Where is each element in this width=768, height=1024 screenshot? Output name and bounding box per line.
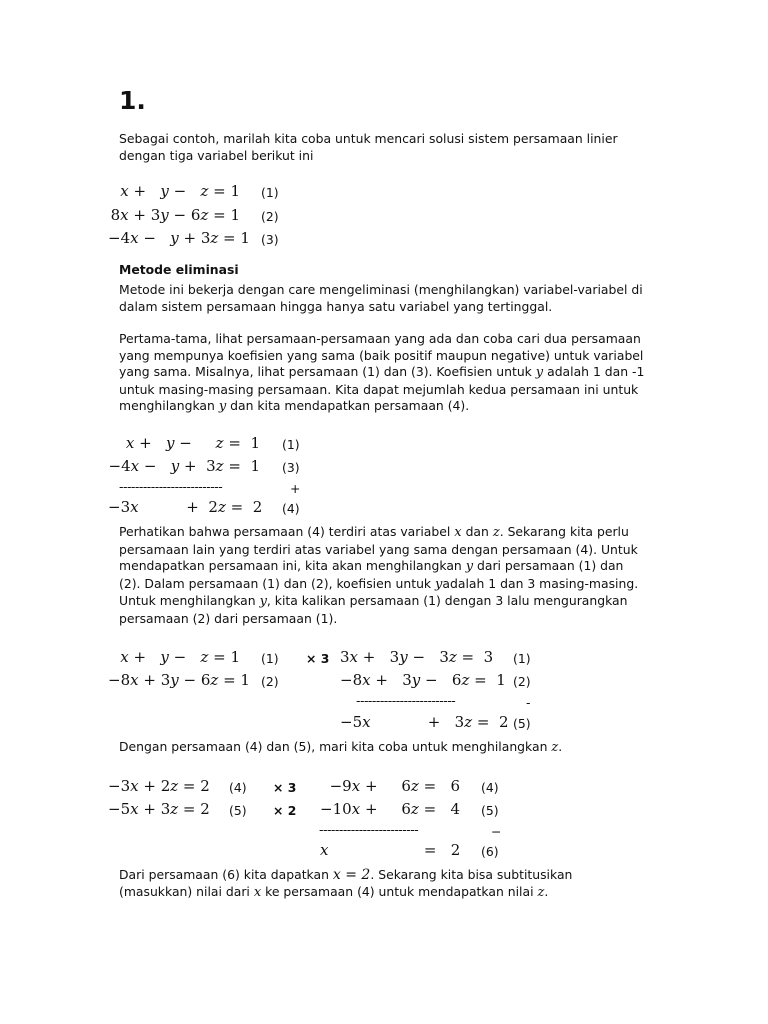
p3-line-4: (2). Dalam persamaan (1) dan (2), koefisien untuk yadalah 1 dan 3 masing-masing. [119, 575, 639, 592]
p1-line-1: Metode ini bekerja dengan care mengeliminasi (menghilangkan) variabel-variabel di [119, 282, 643, 297]
p1-line-2: dalam sistem persamaan hingga hanya satu variabel yang tertinggal. [119, 298, 553, 314]
block3-left-eq-2-label: (5) [229, 803, 247, 818]
block1-eq-2: −4x − y + 3z = 1 [108, 457, 260, 475]
block3-right-eq-1: −9x + 6z = 6 [329, 777, 460, 795]
p3-line-6: persamaan (2) dari persamaan (1). [119, 610, 338, 626]
system-eq-1-label: (1) [261, 185, 279, 200]
block2-right-eq-2-label: (2) [513, 674, 531, 689]
p2-line-5: menghilangkan y dan kita mendapatkan persamaan (4). [119, 398, 470, 414]
p2-line-3: yang sama. Misalnya, lihat persamaan (1) dan (3). Koefisien untuk y adalah 1 dan -1 [119, 364, 645, 380]
block3-operator: − [491, 824, 502, 839]
block1-result: −3x + 2z = 2 [108, 498, 263, 516]
block2-operator: - [526, 695, 531, 710]
p2-line-4: untuk masing-masing persamaan. Kita dapat mejumlah kedua persamaan ini untuk [119, 381, 639, 397]
p2-line-2: yang mempunya koefisien yang sama (baik positif maupun negative) untuk variabel [119, 347, 644, 363]
paragraph-2 [119, 331, 659, 416]
block3-left-eq-1-label: (4) [229, 780, 247, 795]
block3-right-eq-1-label: (4) [481, 780, 499, 795]
block2-multiplier: × 3 [306, 651, 330, 666]
block3-left-eq-1: −3x + 2z = 2 [108, 777, 210, 795]
block2-left-eq-2: −8x + 3y − 6z = 1 [108, 671, 250, 689]
block2-result: −5x + 3z = 2 [340, 713, 509, 731]
intro-paragraph [119, 131, 659, 164]
p3-line-3: mendapatkan persamaan ini, kita akan menghilangkan y dari persamaan (1) dan [119, 558, 624, 574]
block2-left-eq-1-label: (1) [261, 651, 279, 666]
block3-right-eq-2: −10x + 6z = 4 [320, 800, 460, 818]
block2-left-eq-1: x + y − z = 1 [120, 648, 240, 666]
p3-line-5: Untuk menghilangkan y, kita kalikan persamaan (1) dengan 3 lalu mengurangkan [119, 593, 628, 609]
system-eq-2: 8x + 3y − 6z = 1 [110, 206, 240, 224]
p3-line-1: Perhatikan bahwa persamaan (4) terdiri atas variabel x dan z. Sekarang kita perlu [119, 524, 629, 540]
system-eq-3-label: (3) [261, 232, 279, 247]
p5-line-1: Dari persamaan (6) kita dapatkan x = 2. Sekarang kita bisa subtitusikan [119, 867, 573, 883]
block1-eq-1-label: (1) [282, 437, 300, 452]
block2-left-eq-2-label: (2) [261, 674, 279, 689]
p2-line-1: Pertama-tama, lihat persamaan-persamaan yang ada dan coba cari dua persamaan [119, 331, 641, 346]
block2-right-eq-1-label: (1) [513, 651, 531, 666]
p3-line-2: persamaan lain yang terdiri atas variabel yang sama dengan persamaan (4). Untuk [119, 541, 638, 557]
block1-eq-1: x + y − z = 1 [125, 434, 260, 452]
block3-result-label: (6) [481, 844, 499, 859]
page-heading: 1. [119, 86, 146, 115]
block1-operator: + [290, 481, 301, 496]
block1-divider: -------------------------- [119, 479, 223, 494]
paragraph-5 [119, 867, 659, 901]
section-title: Metode eliminasi [119, 262, 239, 277]
p4-line-1: Dengan persamaan (4) dan (5), mari kita coba untuk menghilangkan z. [119, 739, 563, 755]
block1-result-label: (4) [282, 501, 300, 516]
intro-line-1: Sebagai contoh, marilah kita coba untuk mencari solusi sistem persamaan linier [119, 131, 618, 146]
system-eq-2-label: (2) [261, 209, 279, 224]
p5-line-2: (masukkan) nilai dari x ke persamaan (4) untuk mendapatkan nilai z. [119, 883, 549, 900]
paragraph-4 [119, 739, 659, 757]
block1-eq-2-label: (3) [282, 460, 300, 475]
block3-multiplier-2: × 2 [273, 803, 297, 818]
block3-right-eq-2-label: (5) [481, 803, 499, 818]
system-eq-1: x + y − z = 1 [120, 182, 240, 200]
block3-left-eq-2: −5x + 3z = 2 [108, 800, 210, 818]
block2-right-eq-2: −8x + 3y − 6z = 1 [340, 671, 506, 689]
block3-multiplier-1: × 3 [273, 780, 297, 795]
block3-divider: ------------------------- [319, 822, 419, 837]
paragraph-3 [119, 524, 659, 627]
system-eq-3: −4x − y + 3z = 1 [108, 229, 250, 247]
block2-divider: ------------------------- [356, 693, 456, 708]
block2-result-label: (5) [513, 716, 531, 731]
block2-right-eq-1: 3x + 3y − 3z = 3 [340, 648, 494, 666]
block3-result: x = 2 [320, 841, 461, 859]
intro-line-2: dengan tiga variabel berikut ini [119, 147, 314, 163]
paragraph-1 [119, 282, 659, 315]
